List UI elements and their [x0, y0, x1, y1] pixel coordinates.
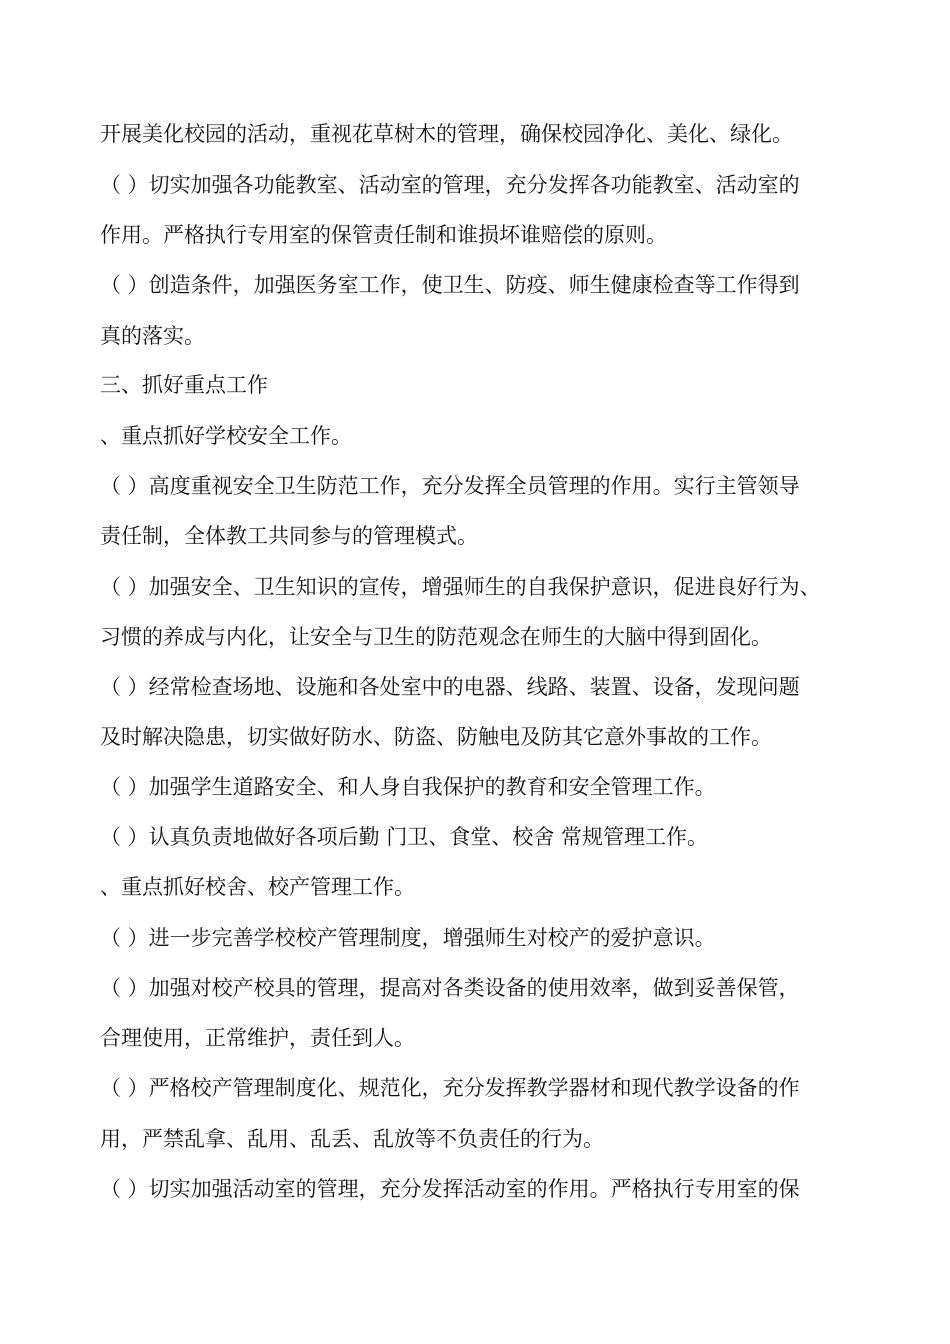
text-line: （ ）进一步完善学校校产管理制度，增强师生对校产的爱护意识。 — [100, 926, 716, 950]
text-line: （ ）加强对校产校具的管理，提高对各类设备的使用效率，做到妥善保管， — [100, 976, 800, 1000]
text-line: （ ）切实加强各功能教室、活动室的管理，充分发挥各功能教室、活动室的 — [100, 173, 800, 197]
text-line: 开展美化校园的活动，重视花草树木的管理，确保校园净化、美化、绿化。 — [100, 122, 793, 146]
text-line: （ ）高度重视安全卫生防范工作，充分发挥全员管理的作用。实行主管领导 — [100, 474, 800, 498]
text-line: （ ）加强学生道路安全、和人身自我保护的教育和安全管理工作。 — [100, 775, 716, 799]
subsection-heading: 、重点抓好校舍、校产管理工作。 — [100, 875, 415, 899]
text-line: 作用。严格执行专用室的保管责任制和谁损坏谁赔偿的原则。 — [100, 223, 667, 247]
text-line: 真的落实。 — [100, 324, 205, 348]
subsection-heading: 、重点抓好学校安全工作。 — [100, 424, 352, 448]
text-line: （ ）切实加强活动室的管理，充分发挥活动室的作用。严格执行专用室的保 — [100, 1177, 800, 1201]
text-line: （ ）经常检查场地、设施和各处室中的电器、线路、装置、设备，发现问题 — [100, 675, 800, 699]
text-line: 及时解决隐患，切实做好防水、防盗、防触电及防其它意外事故的工作。 — [100, 725, 772, 749]
text-line: 用，严禁乱拿、乱用、乱丢、乱放等不负责任的行为。 — [100, 1127, 604, 1151]
text-line: （ ）加强安全、卫生知识的宣传，增强师生的自我保护意识，促进良好行为、 — [100, 575, 821, 599]
text-line: （ ）严格校产管理制度化、规范化，充分发挥教学器材和现代教学设备的作 — [100, 1076, 800, 1100]
text-line: 合理使用，正常维护，责任到人。 — [100, 1026, 415, 1050]
text-line: （ ）认真负责地做好各项后勤 门卫、食堂、校舍 常规管理工作。 — [100, 825, 709, 849]
section-heading: 三、抓好重点工作 — [100, 373, 268, 397]
text-line: 责任制，全体教工共同参与的管理模式。 — [100, 524, 478, 548]
text-line: 习惯的养成与内化，让安全与卫生的防范观念在师生的大脑中得到固化。 — [100, 625, 772, 649]
text-line: （ ）创造条件，加强医务室工作，使卫生、防疫、师生健康检查等工作得到 — [100, 273, 800, 297]
